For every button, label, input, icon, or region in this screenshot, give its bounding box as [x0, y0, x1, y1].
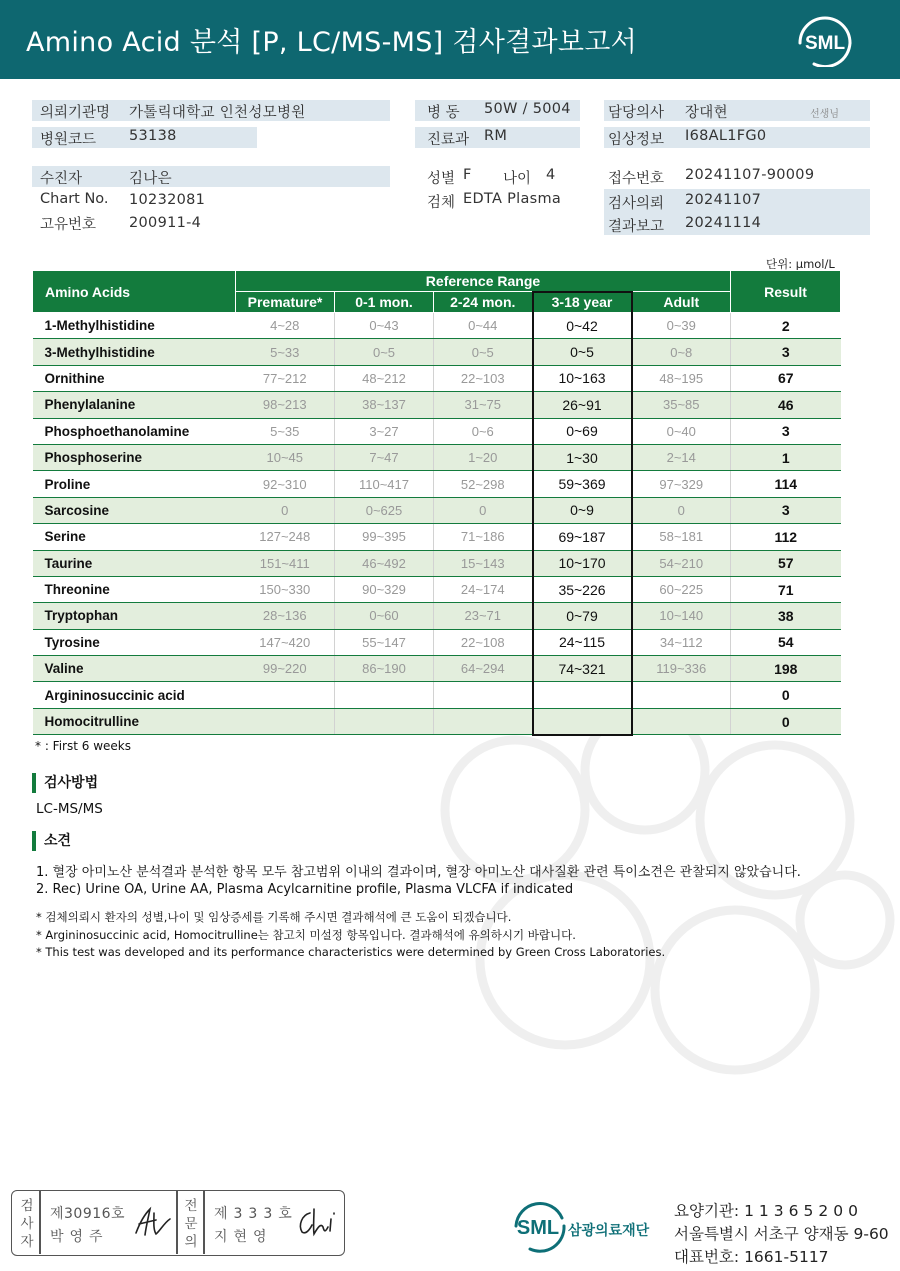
specimen-label: 검체 [427, 195, 456, 211]
column-header-0-1-mon: 0-1 mon. [335, 292, 434, 313]
0-1-mon-range [335, 682, 434, 708]
result-value: 0 [731, 708, 841, 734]
note-line: * 검체의뢰시 환자의 성별,나이 및 임상증세를 기록해 주시면 결과해석에 큰 도움이 되겠습니다. [36, 910, 512, 924]
result-value: 3 [731, 339, 841, 365]
adult-range: 97~329 [632, 471, 731, 497]
adult-range: 48~195 [632, 365, 731, 391]
inspector-label: 검사자 [20, 1198, 34, 1250]
request-date-label: 검사의뢰 [608, 196, 665, 212]
premature-range [236, 682, 335, 708]
3-18-year-range: 0~69 [533, 418, 632, 444]
3-18-year-range: 24~115 [533, 629, 632, 655]
result-value: 38 [731, 603, 841, 629]
premature-range: 77~212 [236, 365, 335, 391]
amino-acid-name: Serine [33, 524, 236, 550]
receipt-no-label: 접수번호 [608, 171, 665, 187]
0-1-mon-range: 55~147 [335, 629, 434, 655]
0-1-mon-range: 0~5 [335, 339, 434, 365]
chart-no-value: 10232081 [129, 192, 206, 208]
0-1-mon-range: 110~417 [335, 471, 434, 497]
0-1-mon-range: 0~43 [335, 313, 434, 339]
adult-range: 60~225 [632, 576, 731, 602]
2-24-mon-range: 31~75 [434, 392, 533, 418]
adult-range: 0 [632, 497, 731, 523]
2-24-mon-range [434, 682, 533, 708]
column-header-2-24-mon: 2-24 mon. [434, 292, 533, 313]
specialist-signature-icon [294, 1205, 338, 1239]
doctor-label: 담당의사 [608, 105, 665, 121]
table-row [33, 708, 841, 734]
ward-label: 병 동 [427, 105, 460, 121]
result-value: 112 [731, 524, 841, 550]
premature-range: 28~136 [236, 603, 335, 629]
premature-range [236, 708, 335, 734]
signature-divider [176, 1191, 178, 1254]
result-value: 46 [731, 392, 841, 418]
result-value: 3 [731, 418, 841, 444]
unique-id-value: 200911-4 [129, 215, 202, 231]
table-row [33, 392, 841, 418]
0-1-mon-range [335, 708, 434, 734]
premature-range: 150~330 [236, 576, 335, 602]
premature-range: 10~45 [236, 444, 335, 470]
sex-value: F [463, 167, 472, 183]
footer-phone: 대표번호: 1661-5117 [674, 1248, 829, 1266]
amino-acid-table [32, 270, 841, 736]
3-18-year-range: 0~5 [533, 339, 632, 365]
3-18-year-range: 1~30 [533, 444, 632, 470]
table-row [33, 576, 841, 602]
info-bar [32, 166, 390, 187]
premature-range: 147~420 [236, 629, 335, 655]
patient-value: 김나은 [129, 171, 172, 187]
adult-range: 0~39 [632, 313, 731, 339]
2-24-mon-range: 52~298 [434, 471, 533, 497]
adult-range: 0~40 [632, 418, 731, 444]
table-row [33, 603, 841, 629]
table-row [33, 471, 841, 497]
table-row [33, 550, 841, 576]
amino-acid-name: 3-Methylhistidine [33, 339, 236, 365]
unique-id-label: 고유번호 [40, 217, 97, 233]
premature-range: 4~28 [236, 313, 335, 339]
premature-range: 151~411 [236, 550, 335, 576]
report-date-value: 20241114 [685, 215, 762, 231]
adult-range: 58~181 [632, 524, 731, 550]
amino-acid-name: Valine [33, 656, 236, 682]
result-value: 57 [731, 550, 841, 576]
2-24-mon-range: 1~20 [434, 444, 533, 470]
premature-range: 5~33 [236, 339, 335, 365]
column-header-amino-acids: Amino Acids [33, 271, 236, 313]
doctor-honorific: 선생님 [810, 109, 839, 120]
note-line: * Argininosuccinic acid, Homocitrulline는 참고치 미설정 항목입니다. 결과해석에 유의하시기 바랍니다. [36, 928, 576, 942]
table-row [33, 418, 841, 444]
inspector-name: 박영주 [50, 1229, 109, 1245]
0-1-mon-range: 99~395 [335, 524, 434, 550]
signature-divider [203, 1191, 205, 1254]
adult-range: 34~112 [632, 629, 731, 655]
3-18-year-range: 35~226 [533, 576, 632, 602]
table-row [33, 339, 841, 365]
table-row [33, 682, 841, 708]
amino-acid-name: Threonine [33, 576, 236, 602]
institution-code: 요양기관: 11365200 [674, 1202, 863, 1220]
0-1-mon-range: 38~137 [335, 392, 434, 418]
report-date-label: 결과보고 [608, 219, 665, 235]
amino-acid-name: Taurine [33, 550, 236, 576]
inspector-license-no: 제30916호 [50, 1206, 126, 1222]
amino-acid-name: Argininosuccinic acid [33, 682, 236, 708]
adult-range: 119~336 [632, 656, 731, 682]
2-24-mon-range: 22~103 [434, 365, 533, 391]
0-1-mon-range: 48~212 [335, 365, 434, 391]
table-row [33, 444, 841, 470]
result-value: 114 [731, 471, 841, 497]
department-value: RM [484, 128, 508, 144]
opinion-heading: 소견 [32, 831, 71, 851]
3-18-year-range: 10~170 [533, 550, 632, 576]
footer-address: 서울특별시 서초구 양재동 9-60 [674, 1225, 889, 1243]
report-title: Amino Acid 분석 [P, LC/MS-MS] 검사결과보고서 [26, 27, 638, 58]
2-24-mon-range [434, 708, 533, 734]
sex-label: 성별 [427, 171, 456, 187]
3-18-year-range: 69~187 [533, 524, 632, 550]
table-row [33, 497, 841, 523]
0-1-mon-range: 7~47 [335, 444, 434, 470]
specimen-value: EDTA Plasma [463, 191, 562, 207]
table-row [33, 656, 841, 682]
svg-text:SML: SML [516, 1217, 560, 1239]
adult-range: 2~14 [632, 444, 731, 470]
report-header [0, 0, 900, 79]
amino-acid-name: Phenylalanine [33, 392, 236, 418]
sml-foundation-logo-icon [510, 1196, 670, 1256]
signature-box [11, 1190, 345, 1256]
table-row [33, 524, 841, 550]
amino-acid-name: Sarcosine [33, 497, 236, 523]
adult-range: 54~210 [632, 550, 731, 576]
2-24-mon-range: 23~71 [434, 603, 533, 629]
clinical-info-value: I68AL1FG0 [685, 128, 767, 144]
table-row [33, 629, 841, 655]
note-line: * This test was developed and its performance characteristics were determined by Green Cross Laboratories. [36, 945, 666, 959]
2-24-mon-range: 22~108 [434, 629, 533, 655]
0-1-mon-range: 3~27 [335, 418, 434, 444]
specialist-label: 전문의 [184, 1198, 198, 1250]
sml-logo-icon [794, 13, 856, 67]
institution-value: 가톨릭대학교 인천성모병원 [129, 105, 306, 121]
2-24-mon-range: 0 [434, 497, 533, 523]
premature-range: 5~35 [236, 418, 335, 444]
result-value: 198 [731, 656, 841, 682]
premature-footnote: * : First 6 weeks [35, 739, 131, 753]
0-1-mon-range: 46~492 [335, 550, 434, 576]
2-24-mon-range: 0~44 [434, 313, 533, 339]
ward-value: 50W / 5004 [484, 101, 571, 117]
result-value: 3 [731, 497, 841, 523]
adult-range [632, 708, 731, 734]
2-24-mon-range: 15~143 [434, 550, 533, 576]
hospital-code-value: 53138 [129, 128, 177, 144]
2-24-mon-range: 24~174 [434, 576, 533, 602]
unit-label: 단위: μmol/L [766, 257, 835, 271]
result-value: 2 [731, 313, 841, 339]
premature-range: 98~213 [236, 392, 335, 418]
0-1-mon-range: 90~329 [335, 576, 434, 602]
3-18-year-range: 26~91 [533, 392, 632, 418]
premature-range: 127~248 [236, 524, 335, 550]
column-header-result: Result [731, 271, 841, 313]
result-value: 0 [731, 682, 841, 708]
result-value: 67 [731, 365, 841, 391]
hospital-code-label: 병원코드 [40, 132, 97, 148]
opinion-line: 2. Rec) Urine OA, Urine AA, Plasma Acylcarnitine profile, Plasma VLCFA if indicated [36, 882, 574, 897]
0-1-mon-range: 0~60 [335, 603, 434, 629]
column-header-reference-range: Reference Range [236, 271, 731, 292]
column-header-adult: Adult [632, 292, 731, 313]
2-24-mon-range: 64~294 [434, 656, 533, 682]
premature-range: 0 [236, 497, 335, 523]
3-18-year-range [533, 708, 632, 734]
column-header-premature: Premature* [236, 292, 335, 313]
specialist-license-no: 제333호 [214, 1206, 298, 1222]
premature-range: 92~310 [236, 471, 335, 497]
2-24-mon-range: 0~6 [434, 418, 533, 444]
3-18-year-range: 0~9 [533, 497, 632, 523]
column-header-3-18-year: 3-18 year [533, 292, 632, 313]
department-label: 진료과 [427, 132, 470, 148]
request-date-value: 20241107 [685, 192, 762, 208]
result-value: 1 [731, 444, 841, 470]
2-24-mon-range: 71~186 [434, 524, 533, 550]
adult-range: 0~8 [632, 339, 731, 365]
amino-acid-name: 1-Methylhistidine [33, 313, 236, 339]
amino-acid-name: Ornithine [33, 365, 236, 391]
3-18-year-range: 10~163 [533, 365, 632, 391]
svg-text:삼광의료재단: 삼광의료재단 [568, 1223, 650, 1239]
table-row [33, 365, 841, 391]
receipt-no-value: 20241107-90009 [685, 167, 815, 183]
clinical-info-label: 임상정보 [608, 132, 665, 148]
age-value: 4 [546, 167, 556, 183]
method-text: LC-MS/MS [36, 801, 103, 817]
amino-acid-name: Tryptophan [33, 603, 236, 629]
result-value: 54 [731, 629, 841, 655]
adult-range [632, 682, 731, 708]
doctor-value: 장대현 [685, 105, 728, 121]
amino-acid-name: Phosphoserine [33, 444, 236, 470]
amino-acid-name: Proline [33, 471, 236, 497]
method-heading: 검사방법 [32, 773, 98, 793]
specialist-name: 지현영 [214, 1229, 273, 1245]
adult-range: 35~85 [632, 392, 731, 418]
result-value: 71 [731, 576, 841, 602]
3-18-year-range: 0~79 [533, 603, 632, 629]
premature-range: 99~220 [236, 656, 335, 682]
0-1-mon-range: 86~190 [335, 656, 434, 682]
3-18-year-range: 74~321 [533, 656, 632, 682]
amino-acid-name: Homocitrulline [33, 708, 236, 734]
signature-divider [39, 1191, 41, 1254]
table-row [33, 313, 841, 339]
2-24-mon-range: 0~5 [434, 339, 533, 365]
svg-text:SML: SML [804, 33, 846, 54]
opinion-line: 1. 혈장 아미노산 분석결과 분석한 항목 모두 참고범위 이내의 결과이며, 혈장 아미노산 대사질환 관련 특이소견은 관찰되지 않았습니다. [36, 865, 801, 880]
adult-range: 10~140 [632, 603, 731, 629]
amino-acid-name: Phosphoethanolamine [33, 418, 236, 444]
3-18-year-range: 59~369 [533, 471, 632, 497]
institution-label: 의뢰기관명 [40, 105, 111, 121]
3-18-year-range [533, 682, 632, 708]
amino-acid-name: Tyrosine [33, 629, 236, 655]
3-18-year-range: 0~42 [533, 313, 632, 339]
inspector-signature-icon [132, 1205, 174, 1239]
0-1-mon-range: 0~625 [335, 497, 434, 523]
age-label: 나이 [503, 171, 532, 187]
chart-no-label: Chart No. [40, 191, 109, 207]
patient-label: 수진자 [40, 171, 83, 187]
